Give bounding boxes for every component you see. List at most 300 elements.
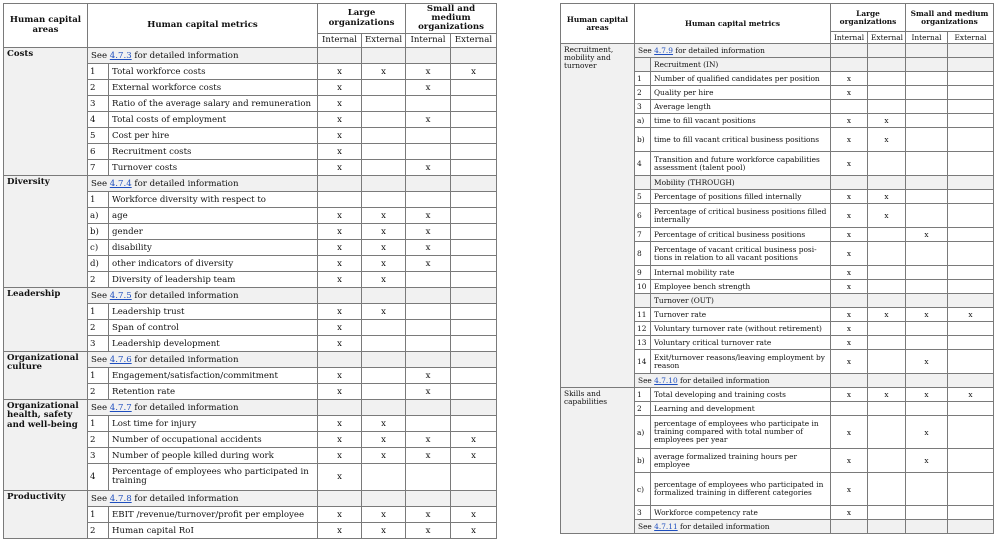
applicability-mark bbox=[406, 144, 451, 160]
applicability-mark bbox=[406, 96, 451, 112]
header-metrics: Human capital metrics bbox=[88, 4, 318, 48]
applicability-mark: x bbox=[831, 449, 868, 473]
see-row bbox=[4, 48, 497, 64]
applicability-mark bbox=[868, 280, 906, 294]
row-number: 14 bbox=[635, 350, 651, 374]
applicability-mark: x bbox=[318, 208, 362, 224]
applicability-mark: x bbox=[318, 224, 362, 240]
applicability-mark: x bbox=[906, 228, 948, 242]
table-row bbox=[561, 388, 994, 402]
applicability-mark: x bbox=[406, 240, 451, 256]
applicability-mark: x bbox=[318, 336, 362, 352]
applicability-mark bbox=[451, 368, 497, 384]
header-areas: Human capital areas bbox=[561, 4, 635, 44]
applicability-mark: x bbox=[831, 388, 868, 402]
header-external: External bbox=[451, 34, 497, 48]
applicability-mark: x bbox=[831, 128, 868, 152]
metric-label: Total costs of employment bbox=[109, 112, 318, 128]
empty-cell bbox=[451, 491, 497, 507]
applicability-mark bbox=[451, 192, 497, 208]
applicability-mark bbox=[948, 449, 994, 473]
empty-cell bbox=[906, 176, 948, 190]
see-reference bbox=[88, 400, 318, 416]
see-suffix: for detailed information bbox=[131, 493, 239, 504]
metric-label: Total workforce costs bbox=[109, 64, 318, 80]
see-prefix: See bbox=[91, 290, 110, 301]
applicability-mark: x bbox=[906, 388, 948, 402]
row-number: 4 bbox=[88, 112, 109, 128]
metric-label: Percentage of vacant critical business posi- tions in relation to all vacant positions bbox=[651, 242, 831, 266]
applicability-mark bbox=[906, 114, 948, 128]
section-link[interactable]: 4.7.7 bbox=[109, 402, 132, 413]
header-internal: Internal bbox=[831, 32, 868, 44]
empty-cell bbox=[906, 294, 948, 308]
applicability-mark: x bbox=[362, 224, 406, 240]
applicability-mark: x bbox=[318, 112, 362, 128]
applicability-mark: x bbox=[831, 152, 868, 176]
applicability-mark bbox=[406, 304, 451, 320]
applicability-mark bbox=[906, 473, 948, 506]
metric-label: Employee bench strength bbox=[651, 280, 831, 294]
applicability-mark: x bbox=[831, 506, 868, 520]
applicability-mark bbox=[906, 100, 948, 114]
applicability-mark: x bbox=[831, 322, 868, 336]
applicability-mark bbox=[451, 160, 497, 176]
applicability-mark: x bbox=[451, 523, 497, 539]
applicability-mark bbox=[451, 416, 497, 432]
empty-cell bbox=[406, 48, 451, 64]
applicability-mark: x bbox=[831, 266, 868, 280]
empty-cell bbox=[451, 48, 497, 64]
row-number: 2 bbox=[635, 402, 651, 416]
empty-cell bbox=[406, 288, 451, 304]
applicability-mark bbox=[906, 280, 948, 294]
see-reference bbox=[88, 48, 318, 64]
row-number: 2 bbox=[88, 384, 109, 400]
row-number: 5 bbox=[635, 190, 651, 204]
applicability-mark bbox=[906, 322, 948, 336]
empty-cell bbox=[948, 58, 994, 72]
area-label: Organizational health, safety and well-being bbox=[4, 400, 88, 491]
empty-cell bbox=[451, 176, 497, 192]
applicability-mark: x bbox=[318, 96, 362, 112]
header-external: External bbox=[868, 32, 906, 44]
applicability-mark: x bbox=[318, 432, 362, 448]
empty-cell bbox=[868, 58, 906, 72]
row-number: c) bbox=[88, 240, 109, 256]
see-suffix: for detailed information bbox=[131, 50, 239, 61]
header-internal: Internal bbox=[406, 34, 451, 48]
header-sme: Small and medium organizations bbox=[406, 4, 497, 34]
row-number: b) bbox=[635, 128, 651, 152]
applicability-mark: x bbox=[451, 448, 497, 464]
applicability-mark: x bbox=[318, 416, 362, 432]
applicability-mark bbox=[406, 464, 451, 491]
row-number: 3 bbox=[635, 100, 651, 114]
applicability-mark bbox=[451, 256, 497, 272]
empty-cell bbox=[906, 520, 948, 534]
applicability-mark bbox=[906, 336, 948, 350]
empty-cell bbox=[362, 288, 406, 304]
applicability-mark bbox=[451, 224, 497, 240]
applicability-mark bbox=[948, 242, 994, 266]
empty-cell bbox=[318, 400, 362, 416]
row-number: 1 bbox=[635, 388, 651, 402]
applicability-mark: x bbox=[868, 128, 906, 152]
metric-label: Exit/turnover reasons/leaving employment by reason bbox=[651, 350, 831, 374]
applicability-mark bbox=[362, 96, 406, 112]
applicability-mark bbox=[948, 228, 994, 242]
empty-cell bbox=[868, 176, 906, 190]
header-areas: Human capital areas bbox=[4, 4, 88, 48]
applicability-mark: x bbox=[362, 256, 406, 272]
metric-label: Transition and future workforce capabilities assessment (talent pool) bbox=[651, 152, 831, 176]
metric-label: other indicators of diversity bbox=[109, 256, 318, 272]
applicability-mark bbox=[406, 320, 451, 336]
applicability-mark bbox=[948, 152, 994, 176]
see-reference bbox=[88, 176, 318, 192]
applicability-mark bbox=[868, 100, 906, 114]
row-number: 9 bbox=[635, 266, 651, 280]
applicability-mark: x bbox=[451, 432, 497, 448]
empty-cell bbox=[362, 491, 406, 507]
see-reference bbox=[88, 288, 318, 304]
applicability-mark: x bbox=[406, 384, 451, 400]
applicability-mark bbox=[906, 242, 948, 266]
applicability-mark bbox=[868, 228, 906, 242]
metric-label: Human capital RoI bbox=[109, 523, 318, 539]
empty-cell bbox=[868, 520, 906, 534]
applicability-mark: x bbox=[906, 416, 948, 449]
applicability-mark: x bbox=[362, 208, 406, 224]
applicability-mark bbox=[451, 336, 497, 352]
applicability-mark bbox=[831, 100, 868, 114]
applicability-mark: x bbox=[906, 449, 948, 473]
area-label: Productivity bbox=[4, 491, 88, 539]
metric-label: Workforce diversity with respect to bbox=[109, 192, 318, 208]
empty-cell bbox=[451, 400, 497, 416]
applicability-mark: x bbox=[831, 280, 868, 294]
section-link[interactable]: 4.7.5 bbox=[109, 290, 132, 301]
metric-label: Leadership development bbox=[109, 336, 318, 352]
applicability-mark bbox=[948, 350, 994, 374]
metric-label: percentage of employees who participate in training compared with total number of employees per year bbox=[651, 416, 831, 449]
empty-cell bbox=[831, 58, 868, 72]
row-number: 5 bbox=[88, 128, 109, 144]
applicability-mark bbox=[906, 128, 948, 152]
applicability-mark: x bbox=[451, 64, 497, 80]
metric-label: Percentage of positions filled internally bbox=[651, 190, 831, 204]
metric-label: Voluntary critical turnover rate bbox=[651, 336, 831, 350]
applicability-mark bbox=[906, 72, 948, 86]
area-label: Diversity bbox=[4, 176, 88, 288]
metric-label: Ratio of the average salary and remuneration bbox=[109, 96, 318, 112]
row-number: 12 bbox=[635, 322, 651, 336]
row-number: a) bbox=[635, 114, 651, 128]
metric-label: External workforce costs bbox=[109, 80, 318, 96]
row-number: 2 bbox=[635, 86, 651, 100]
applicability-mark bbox=[906, 86, 948, 100]
applicability-mark bbox=[906, 190, 948, 204]
empty-cell bbox=[362, 400, 406, 416]
see-suffix: for detailed information bbox=[672, 46, 765, 55]
empty-cell bbox=[948, 294, 994, 308]
applicability-mark bbox=[868, 449, 906, 473]
row-number: 13 bbox=[635, 336, 651, 350]
applicability-mark bbox=[868, 152, 906, 176]
applicability-mark bbox=[906, 204, 948, 228]
applicability-mark bbox=[948, 204, 994, 228]
applicability-mark bbox=[948, 100, 994, 114]
applicability-mark: x bbox=[868, 388, 906, 402]
metric-label: gender bbox=[109, 224, 318, 240]
applicability-mark: x bbox=[868, 204, 906, 228]
section-link[interactable]: 4.7.11 bbox=[654, 522, 678, 531]
metric-label: disability bbox=[109, 240, 318, 256]
see-prefix: See bbox=[638, 522, 655, 531]
see-prefix: See bbox=[91, 178, 110, 189]
applicability-mark bbox=[948, 190, 994, 204]
empty-cell bbox=[406, 176, 451, 192]
empty-cell bbox=[831, 520, 868, 534]
applicability-mark: x bbox=[318, 128, 362, 144]
metric-label: time to fill vacant positions bbox=[651, 114, 831, 128]
applicability-mark bbox=[868, 322, 906, 336]
empty-cell bbox=[451, 352, 497, 368]
section-link[interactable]: 4.7.3 bbox=[109, 50, 132, 61]
empty-cell bbox=[362, 48, 406, 64]
empty-cell bbox=[868, 44, 906, 58]
applicability-mark: x bbox=[406, 160, 451, 176]
area-label: Costs bbox=[4, 48, 88, 176]
metric-label: Quality per hire bbox=[651, 86, 831, 100]
applicability-mark: x bbox=[362, 523, 406, 539]
applicability-mark: x bbox=[362, 64, 406, 80]
applicability-mark bbox=[868, 72, 906, 86]
empty-cell bbox=[868, 294, 906, 308]
applicability-mark bbox=[948, 114, 994, 128]
see-reference bbox=[88, 491, 318, 507]
applicability-mark bbox=[362, 112, 406, 128]
metric-label: Workforce competency rate bbox=[651, 506, 831, 520]
applicability-mark bbox=[451, 112, 497, 128]
see-suffix: for detailed information bbox=[677, 522, 770, 531]
see-suffix: for detailed information bbox=[131, 178, 239, 189]
applicability-mark bbox=[362, 160, 406, 176]
empty-cell bbox=[948, 520, 994, 534]
applicability-mark bbox=[451, 464, 497, 491]
applicability-mark: x bbox=[831, 204, 868, 228]
empty-cell bbox=[948, 176, 994, 190]
applicability-mark bbox=[451, 144, 497, 160]
applicability-mark: x bbox=[362, 272, 406, 288]
row-number: 1 bbox=[88, 416, 109, 432]
applicability-mark bbox=[906, 152, 948, 176]
metric-label: average formalized training hours per employee bbox=[651, 449, 831, 473]
applicability-mark: x bbox=[318, 80, 362, 96]
row-number: c) bbox=[635, 473, 651, 506]
row-number: 3 bbox=[635, 506, 651, 520]
see-suffix: for detailed information bbox=[131, 354, 239, 365]
applicability-mark: x bbox=[406, 368, 451, 384]
applicability-mark bbox=[948, 128, 994, 152]
applicability-mark bbox=[948, 72, 994, 86]
applicability-mark: x bbox=[318, 256, 362, 272]
row-number: 3 bbox=[88, 448, 109, 464]
applicability-mark bbox=[948, 416, 994, 449]
applicability-mark: x bbox=[406, 80, 451, 96]
applicability-mark bbox=[362, 336, 406, 352]
header-sme: Small and medium organizations bbox=[906, 4, 994, 32]
applicability-mark: x bbox=[318, 464, 362, 491]
empty-cell bbox=[906, 374, 948, 388]
row-number: 6 bbox=[88, 144, 109, 160]
row-number: 1 bbox=[635, 72, 651, 86]
applicability-mark: x bbox=[362, 432, 406, 448]
row-number: 6 bbox=[635, 204, 651, 228]
applicability-mark: x bbox=[451, 507, 497, 523]
applicability-mark: x bbox=[406, 112, 451, 128]
applicability-mark: x bbox=[406, 256, 451, 272]
applicability-mark bbox=[406, 336, 451, 352]
section-link[interactable]: 4.7.6 bbox=[109, 354, 132, 365]
applicability-mark: x bbox=[831, 228, 868, 242]
applicability-mark: x bbox=[318, 507, 362, 523]
applicability-mark: x bbox=[406, 448, 451, 464]
header-external: External bbox=[948, 32, 994, 44]
metric-label: Retention rate bbox=[109, 384, 318, 400]
metric-label: Cost per hire bbox=[109, 128, 318, 144]
row-number: 4 bbox=[635, 152, 651, 176]
row-number: 2 bbox=[88, 320, 109, 336]
applicability-mark: x bbox=[948, 388, 994, 402]
applicability-mark bbox=[948, 86, 994, 100]
metric-label: EBIT /revenue/turnover/profit per employee bbox=[109, 507, 318, 523]
metric-label: time to fill vacant critical business positions bbox=[651, 128, 831, 152]
see-row bbox=[4, 400, 497, 416]
metric-label: age bbox=[109, 208, 318, 224]
metric-label: Number of occupational accidents bbox=[109, 432, 318, 448]
see-row bbox=[4, 176, 497, 192]
empty-cell bbox=[318, 491, 362, 507]
row-number: b) bbox=[88, 224, 109, 240]
applicability-mark: x bbox=[831, 336, 868, 350]
applicability-mark: x bbox=[406, 224, 451, 240]
row-number: 2 bbox=[88, 432, 109, 448]
empty-cell bbox=[635, 294, 651, 308]
applicability-mark: x bbox=[406, 64, 451, 80]
row-number: 1 bbox=[88, 192, 109, 208]
see-row bbox=[4, 352, 497, 368]
see-suffix: for detailed information bbox=[131, 290, 239, 301]
section-link[interactable]: 4.7.10 bbox=[654, 376, 678, 385]
see-suffix: for detailed information bbox=[677, 376, 770, 385]
applicability-mark: x bbox=[831, 72, 868, 86]
header-metrics: Human capital metrics bbox=[635, 4, 831, 44]
empty-cell bbox=[635, 176, 651, 190]
applicability-mark bbox=[948, 280, 994, 294]
applicability-mark bbox=[451, 128, 497, 144]
applicability-mark bbox=[948, 402, 994, 416]
applicability-mark bbox=[868, 416, 906, 449]
subheading: Recruitment (IN) bbox=[651, 58, 831, 72]
section-link[interactable]: 4.7.4 bbox=[109, 178, 132, 189]
metric-label: Voluntary turnover rate (without retirement) bbox=[651, 322, 831, 336]
header-internal: Internal bbox=[318, 34, 362, 48]
area-label: Organizational culture bbox=[4, 352, 88, 400]
applicability-mark bbox=[451, 384, 497, 400]
applicability-mark: x bbox=[362, 304, 406, 320]
section-link[interactable]: 4.7.9 bbox=[654, 46, 673, 55]
applicability-mark bbox=[362, 80, 406, 96]
empty-cell bbox=[831, 374, 868, 388]
applicability-mark bbox=[948, 506, 994, 520]
empty-cell bbox=[318, 48, 362, 64]
empty-cell bbox=[318, 288, 362, 304]
subheading: Turnover (OUT) bbox=[651, 294, 831, 308]
applicability-mark: x bbox=[318, 384, 362, 400]
applicability-mark bbox=[451, 208, 497, 224]
row-number: 11 bbox=[635, 308, 651, 322]
row-number: 2 bbox=[88, 80, 109, 96]
empty-cell bbox=[906, 44, 948, 58]
metric-label: Recruitment costs bbox=[109, 144, 318, 160]
empty-cell bbox=[831, 44, 868, 58]
applicability-mark bbox=[362, 464, 406, 491]
see-row bbox=[561, 44, 994, 58]
applicability-mark: x bbox=[831, 114, 868, 128]
row-number: b) bbox=[635, 449, 651, 473]
empty-cell bbox=[318, 352, 362, 368]
metric-label: Turnover costs bbox=[109, 160, 318, 176]
applicability-mark: x bbox=[362, 507, 406, 523]
empty-cell bbox=[831, 176, 868, 190]
area-label: Skills and capabilities bbox=[561, 388, 635, 534]
header-external: External bbox=[362, 34, 406, 48]
row-number: 3 bbox=[88, 336, 109, 352]
applicability-mark bbox=[318, 192, 362, 208]
metric-label: Percentage of critical business positions bbox=[651, 228, 831, 242]
empty-cell bbox=[406, 400, 451, 416]
applicability-mark bbox=[868, 402, 906, 416]
empty-cell bbox=[362, 176, 406, 192]
header-internal: Internal bbox=[906, 32, 948, 44]
section-link[interactable]: 4.7.8 bbox=[109, 493, 132, 504]
empty-cell bbox=[948, 44, 994, 58]
applicability-mark bbox=[406, 192, 451, 208]
applicability-mark bbox=[948, 322, 994, 336]
row-number: 8 bbox=[635, 242, 651, 266]
applicability-mark: x bbox=[831, 308, 868, 322]
empty-cell bbox=[362, 352, 406, 368]
applicability-mark bbox=[406, 416, 451, 432]
metric-label: Diversity of leadership team bbox=[109, 272, 318, 288]
applicability-mark: x bbox=[318, 448, 362, 464]
row-number: 2 bbox=[88, 272, 109, 288]
see-prefix: See bbox=[91, 402, 110, 413]
applicability-mark: x bbox=[362, 240, 406, 256]
applicability-mark: x bbox=[831, 473, 868, 506]
see-row bbox=[4, 491, 497, 507]
applicability-mark bbox=[451, 240, 497, 256]
see-reference bbox=[635, 374, 831, 388]
applicability-mark: x bbox=[406, 208, 451, 224]
empty-cell bbox=[831, 294, 868, 308]
see-reference bbox=[88, 352, 318, 368]
row-number: 3 bbox=[88, 96, 109, 112]
applicability-mark: x bbox=[406, 507, 451, 523]
empty-cell bbox=[451, 288, 497, 304]
